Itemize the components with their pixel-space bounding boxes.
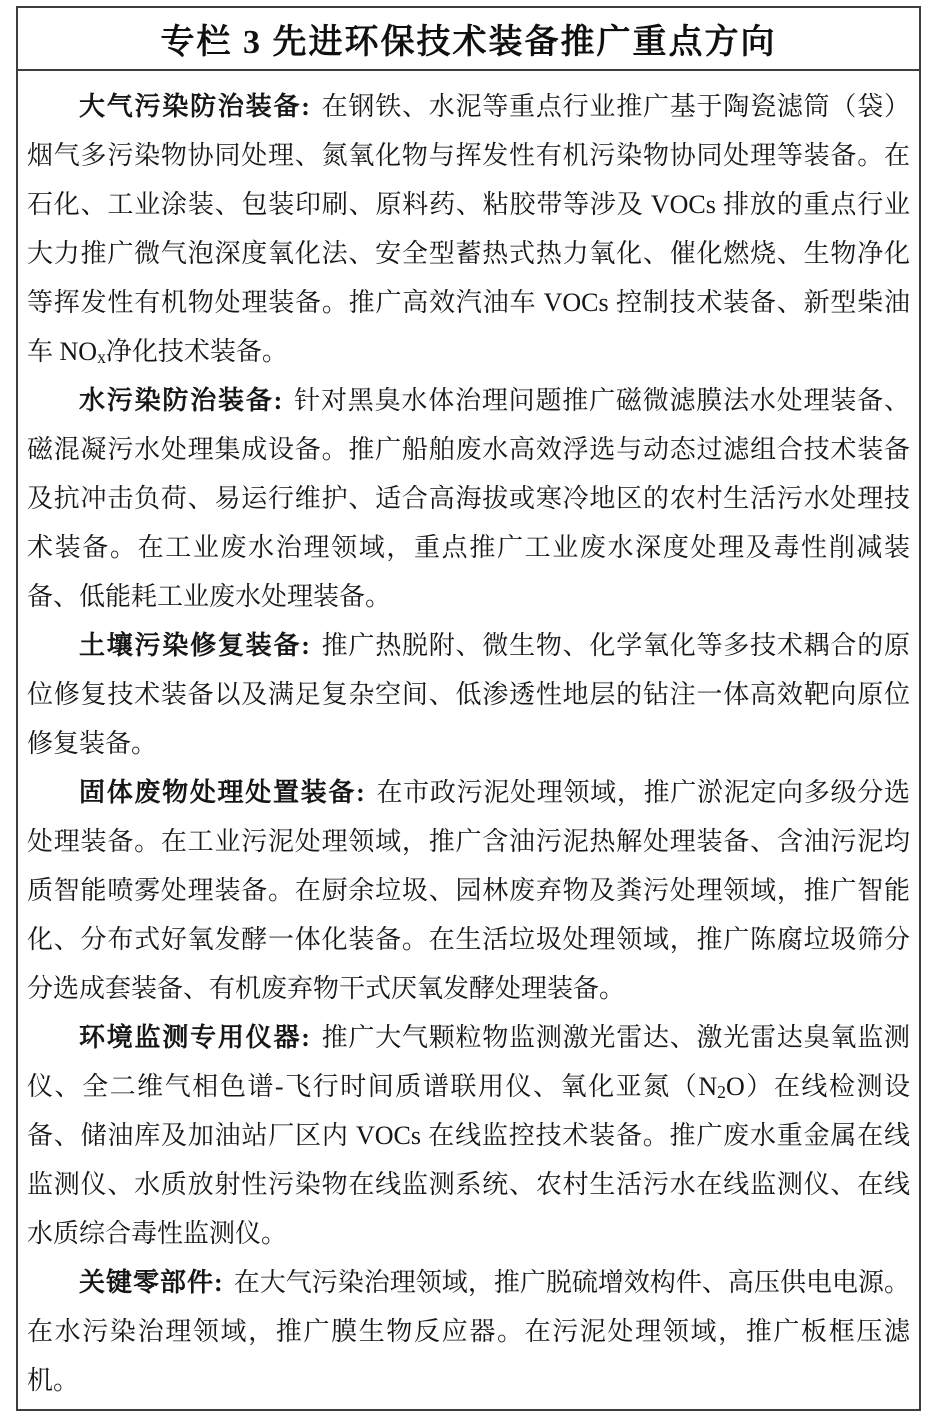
paragraph: 大气污染防治装备: 在钢铁、水泥等重点行业推广基于陶瓷滤筒（袋）烟气多污染物协同处理、氮氧化物与挥发性有机污染物协同处理等装备。在石化、工业涂装、包装印刷、原料药、粘胶带等涉及 VOCs 排放的重点行业大力推广微气泡深度氧化法、安全型蓄热式热力氧化、催化燃烧、生物净化等挥发性有机物处理装备。推广高效汽油车 VOCs 控制技术装备、新型柴油车 $NO_x$净化技术装备。 <box>27 92 910 368</box>
paragraph: 固体废物处理处置装备: 在市政污泥处理领域，推广淤泥定向多级分选处理装备。在工业污泥处理领域，推广含油污泥热解处理装备、含油污泥均质智能喷雾处理装备。在厨余垃圾、园林废弃物及粪污处理领域，推广智能化、分布式好氧发酵一体化装备。在生活垃圾处理领域，推广陈腐垃圾筛分分选成套装备、有机废弃物干式厌氧发酵处理装备。 <box>27 778 910 1003</box>
paragraph: 环境监测专用仪器: 推广大气颗粒物监测激光雷达、激光雷达臭氧监测仪、全二维气相色谱-飞行时间质谱联用仪、氧化亚氮$(N_2O)$在线检测设备、储油库及加油站厂区内 VOCs 在线监控技术装备。推广废水重金属在线监测仪、水质放射性污染物在线监测系统、农村生活污水在线监测仪、在线水质综合毒性监测仪。 <box>27 1023 911 1248</box>
column-box <box>16 6 921 1411</box>
paragraph: 土壤污染修复装备: 推广热脱附、微生物、化学氧化等多技术耦合的原位修复技术装备以及满足复杂空间、低渗透性地层的钻注一体高效靶向原位修复装备。 <box>27 631 910 758</box>
paragraph: 关键零部件: 在大气污染治理领域，推广脱硫增效构件、高压供电电源。在水污染治理领域，推广膜生物反应器。在污泥处理领域，推广板框压滤机。 <box>27 1268 910 1395</box>
column-body <box>18 71 919 1405</box>
subscript-text: x <box>97 347 106 368</box>
column-title: 专栏 3 先进环保技术装备推广重点方向 <box>18 8 919 71</box>
paragraph-lead: 环境监测专用仪器: <box>79 1023 311 1052</box>
paragraph-lead: 关键零部件: <box>79 1268 224 1297</box>
paragraph-lead: 大气污染防治装备: <box>79 92 311 121</box>
paragraph-lead: 水污染防治装备: <box>79 386 284 415</box>
subscript-text: 2 <box>717 1082 726 1103</box>
paragraph-lead: 土壤污染修复装备: <box>79 631 311 660</box>
paragraph: 水污染防治装备: 针对黑臭水体治理问题推广磁微滤膜法水处理装备、磁混凝污水处理集成设备。推广船舶废水高效浮选与动态过滤组合技术装备及抗冲击负荷、易运行维护、适合高海拔或寒冷地区的农村生活污水处理技术装备。在工业废水治理领域，重点推广工业废水深度处理及毒性削减装备、低能耗工业废水处理装备。 <box>27 386 910 611</box>
paragraph-lead: 固体废物处理处置装备: <box>79 778 366 807</box>
